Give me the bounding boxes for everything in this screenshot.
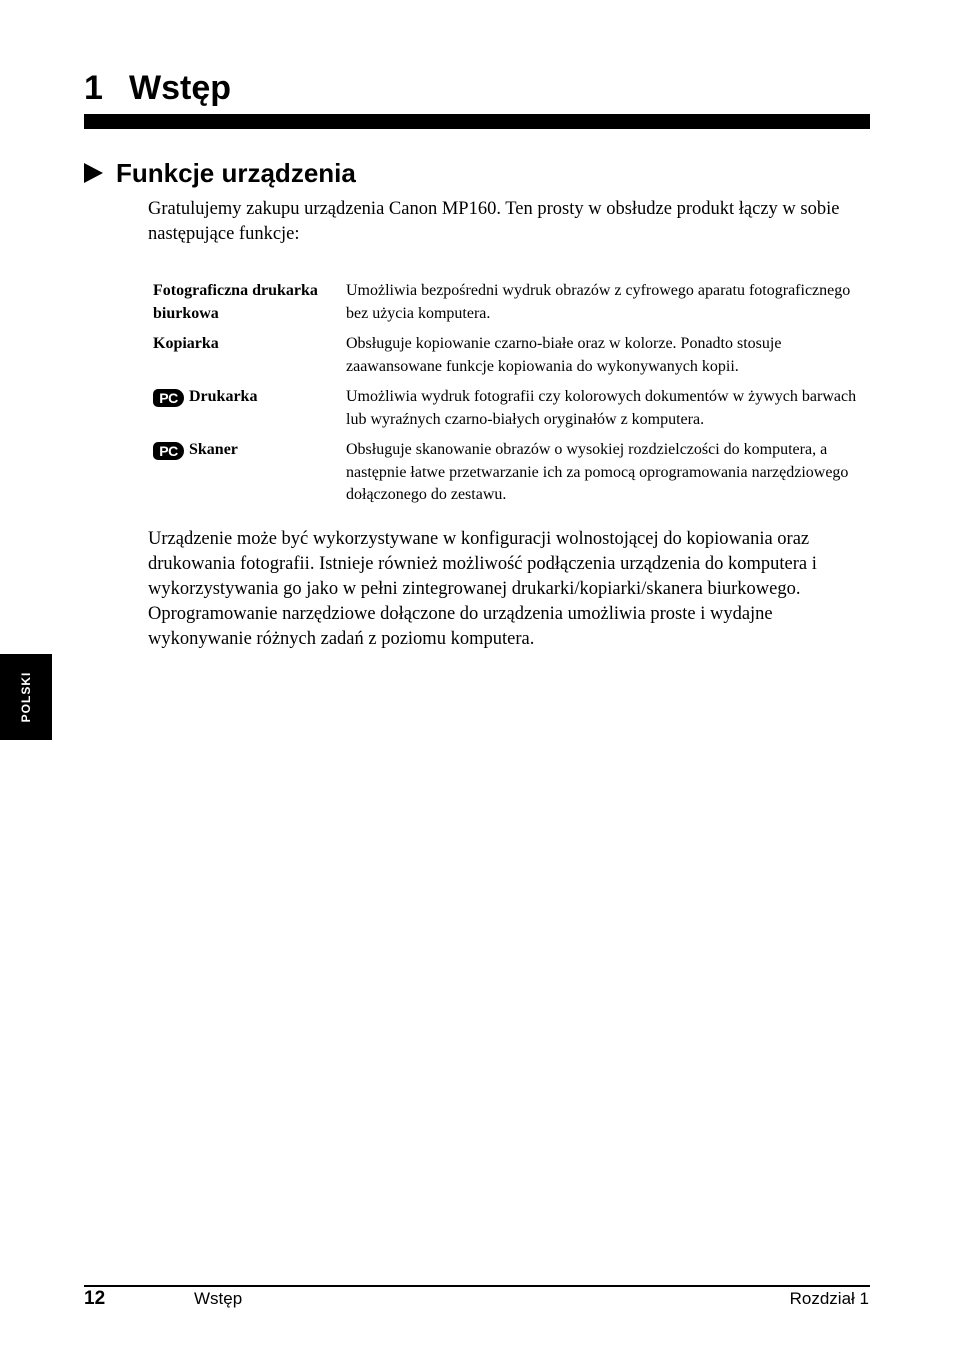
feature-name-text: Fotograficzna drukarka biurkowa xyxy=(153,282,318,322)
chapter-title xyxy=(84,64,231,112)
section-heading xyxy=(84,155,356,191)
footer-chapter: Rozdział 1 xyxy=(789,1289,869,1308)
body-paragraph: Urządzenie może być wykorzystywane w konfiguracji wolnostojącej do kopiowania oraz drukowania fotografii. Istnieje również możliwość podłączenia urządzenia do komputera i wykorzystywania go jako w pełni zintegrowanej drukarki/kopiarki/skanera biurkowego. Oprogramowanie narzędziowe dołączone do urządzenia umożliwia proste i wydajne wykonywanie różnych zadań z poziomu komputera. xyxy=(148,529,817,649)
pc-icon: PC xyxy=(153,442,184,460)
pc-icon: PC xyxy=(153,389,184,407)
feature-row xyxy=(153,333,873,386)
features-table xyxy=(153,280,873,507)
chapter-number: 1 xyxy=(84,69,103,107)
feature-row xyxy=(153,280,873,333)
feature-name-text: Kopiarka xyxy=(153,335,219,352)
chapter-rule xyxy=(84,114,870,129)
feature-description: Obsługuje kopiowanie czarno-białe oraz w kolorze. Ponadto stosuje zaawansowane funkcje kopiowania do wykonywanych kopii. xyxy=(346,335,782,375)
page-number: 12 xyxy=(84,1288,106,1309)
feature-description: Umożliwia bezpośredni wydruk obrazów z cyfrowego aparatu fotograficznego bez użycia komputera. xyxy=(346,282,851,322)
language-tab-label: POLSKI xyxy=(19,671,33,723)
feature-description: Obsługuje skanowanie obrazów o wysokiej rozdzielczości do komputera, a następnie łatwe przetwarzanie ich za pomocą oprogramowania narzędziowego dołączonego do zestawu. xyxy=(346,441,849,503)
chapter-title-text: Wstęp xyxy=(129,69,231,107)
language-tab xyxy=(0,654,52,740)
feature-name-text: Skaner xyxy=(189,441,238,458)
feature-name xyxy=(153,333,346,386)
section-heading-text: Funkcje urządzenia xyxy=(116,158,356,188)
intro-paragraph: Gratulujemy zakupu urządzenia Canon MP160. Ten prosty w obsłudze produkt łączy w sobie następujące funkcje: xyxy=(148,199,840,244)
footer-title: Wstęp xyxy=(194,1289,243,1308)
triangle-right-icon xyxy=(84,163,103,183)
feature-row xyxy=(153,386,873,439)
footer-rule xyxy=(84,1285,870,1287)
feature-description: Umożliwia wydruk fotografii czy kolorowych dokumentów w żywych barwach lub wyraźnych czarno-białych oryginałów z komputera. xyxy=(346,388,857,428)
feature-name xyxy=(153,439,346,507)
feature-name-text: Drukarka xyxy=(189,388,258,405)
feature-name xyxy=(153,386,346,439)
feature-row xyxy=(153,439,873,507)
feature-name xyxy=(153,280,346,333)
